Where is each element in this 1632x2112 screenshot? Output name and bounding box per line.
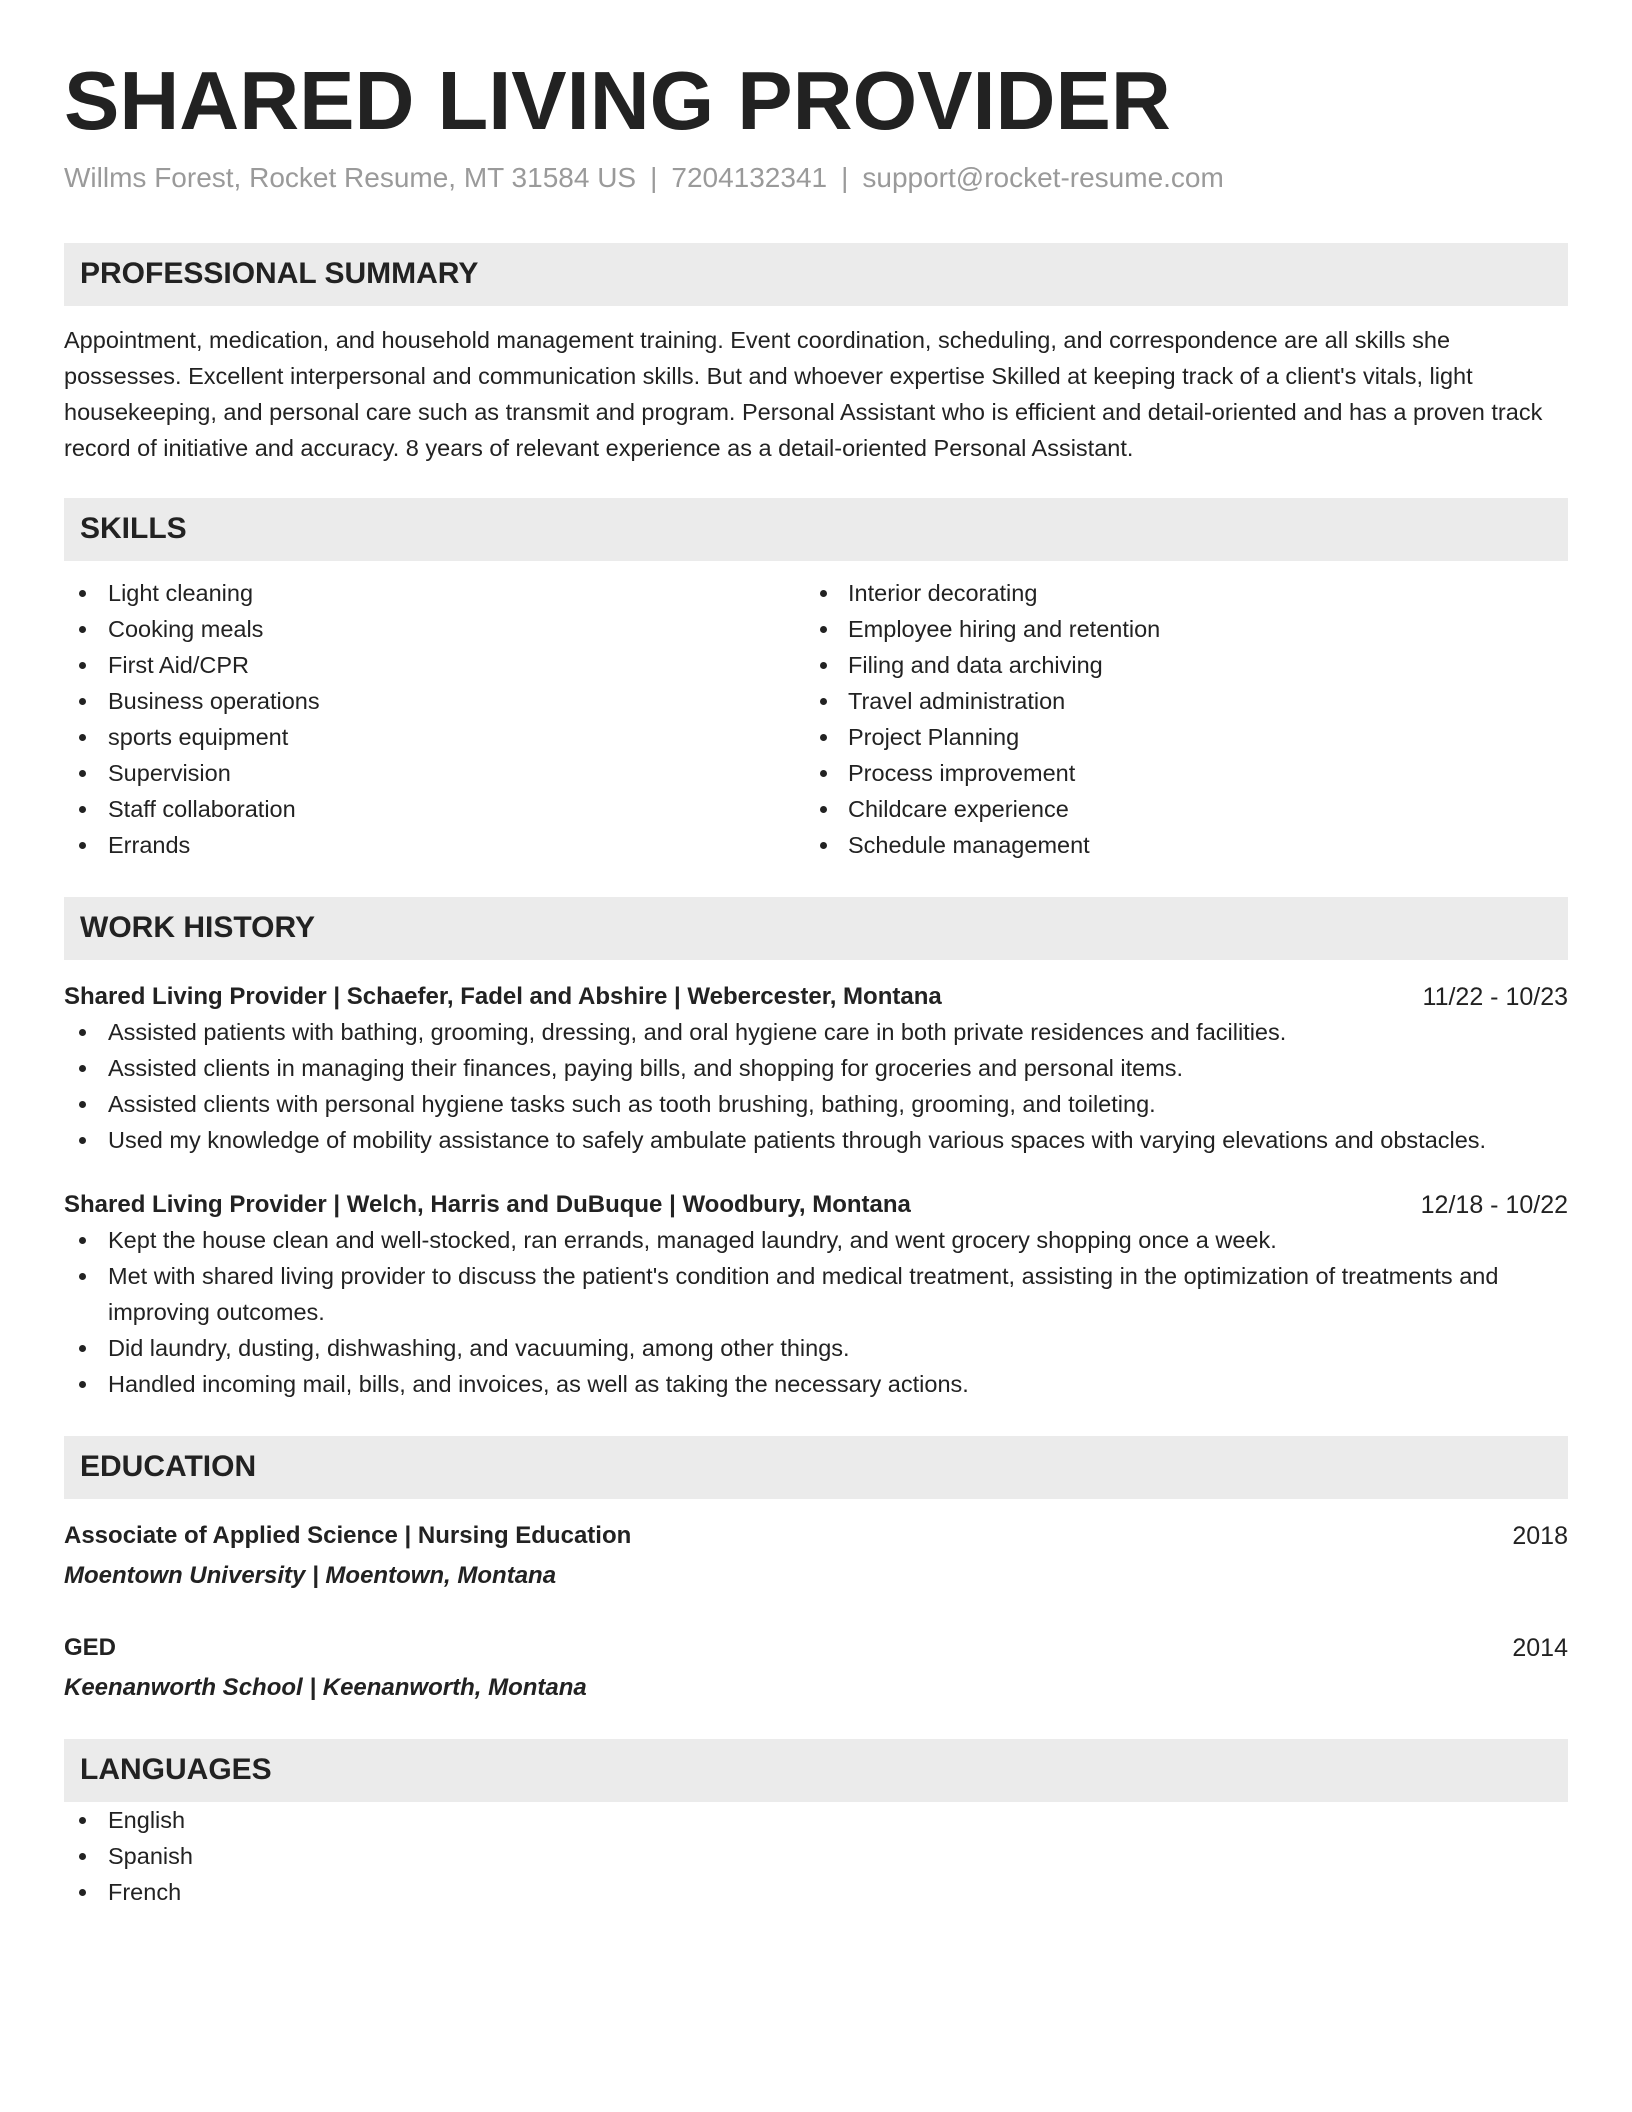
- job-bullet: Did laundry, dusting, dishwashing, and vacuuming, among other things.: [64, 1330, 1568, 1366]
- education-entry: [64, 1519, 1568, 1593]
- skill-item: Employee hiring and retention: [816, 611, 1568, 647]
- skill-item: Business operations: [64, 683, 816, 719]
- contact-separator: |: [650, 162, 658, 194]
- skill-item: Process improvement: [816, 755, 1568, 791]
- skill-item: Travel administration: [816, 683, 1568, 719]
- job-title: Shared Living Provider | Schaefer, Fadel and Abshire | Webercester, Montana: [64, 982, 942, 1010]
- language-item: French: [64, 1874, 1568, 1910]
- job-bullet: Assisted clients with personal hygiene tasks such as tooth brushing, bathing, grooming, and toileting.: [64, 1086, 1568, 1122]
- skill-item: Cooking meals: [64, 611, 816, 647]
- skill-item: First Aid/CPR: [64, 647, 816, 683]
- job-bullets: [64, 1014, 1568, 1158]
- skills-column-left: [64, 575, 816, 863]
- language-item: Spanish: [64, 1838, 1568, 1874]
- job-bullets: [64, 1222, 1568, 1402]
- job-bullet: Assisted patients with bathing, grooming, dressing, and oral hygiene care in both private residences and facilities.: [64, 1014, 1568, 1050]
- contact-separator: |: [841, 162, 849, 194]
- skill-item: Errands: [64, 827, 816, 863]
- job-dates: 11/22 - 10/23: [1422, 982, 1568, 1011]
- section-header-work-history: WORK HISTORY: [64, 897, 1568, 960]
- job-bullet: Kept the house clean and well-stocked, ran errands, managed laundry, and went grocery shopping once a week.: [64, 1222, 1568, 1258]
- education-heading-row: [64, 1519, 1568, 1553]
- skill-item: sports equipment: [64, 719, 816, 755]
- section-header-education: EDUCATION: [64, 1436, 1568, 1499]
- education-year: 2018: [1512, 1521, 1568, 1550]
- resume-name: SHARED LIVING PROVIDER: [64, 54, 1171, 147]
- job-title: Shared Living Provider | Welch, Harris and DuBuque | Woodbury, Montana: [64, 1190, 911, 1218]
- education-school: Moentown University | Moentown, Montana: [64, 1561, 557, 1589]
- job-dates: 12/18 - 10/22: [1420, 1190, 1568, 1219]
- skill-item: Staff collaboration: [64, 791, 816, 827]
- education-year: 2014: [1512, 1633, 1568, 1662]
- summary-text: Appointment, medication, and household management training. Event coordination, scheduling, and correspondence are all skills she possesses. Excellent interpersonal and communication skills. But and whoever expertise Skilled at keeping track of a client's vitals, light housekeeping, and personal care such as transmit and program. Personal Assistant who is efficient and detail-oriented and has a proven track record of initiative and accuracy. 8 years of relevant experience as a detail-oriented Personal Assistant.: [64, 326, 1543, 461]
- skill-item: Filing and data archiving: [816, 647, 1568, 683]
- skill-item: Light cleaning: [64, 575, 816, 611]
- section-header-skills: SKILLS: [64, 498, 1568, 561]
- contact-phone: 7204132341: [671, 162, 828, 194]
- job-bullet: Handled incoming mail, bills, and invoices, as well as taking the necessary actions.: [64, 1366, 1568, 1402]
- language-item: English: [64, 1802, 1568, 1838]
- job-bullet: Met with shared living provider to discuss the patient's condition and medical treatment, assisting in the optimization of treatments and improving outcomes.: [64, 1258, 1568, 1330]
- job-entry: [64, 980, 1568, 1158]
- section-header-languages: LANGUAGES: [64, 1739, 1568, 1802]
- education-degree: GED: [64, 1633, 117, 1661]
- job-bullet: Used my knowledge of mobility assistance to safely ambulate patients through various spaces with varying elevations and obstacles.: [64, 1122, 1568, 1158]
- job-heading-row: [64, 1188, 1568, 1222]
- contact-email: support@rocket-resume.com: [862, 162, 1224, 194]
- education-school: Keenanworth School | Keenanworth, Montana: [64, 1673, 587, 1701]
- contact-address: Willms Forest, Rocket Resume, MT 31584 US: [64, 162, 637, 194]
- education-degree: Associate of Applied Science | Nursing Education: [64, 1521, 632, 1549]
- skills-column-right: [816, 575, 1568, 863]
- skill-item: Project Planning: [816, 719, 1568, 755]
- skill-item: Interior decorating: [816, 575, 1568, 611]
- job-heading-row: [64, 980, 1568, 1014]
- skill-item: Childcare experience: [816, 791, 1568, 827]
- section-header-summary: PROFESSIONAL SUMMARY: [64, 243, 1568, 306]
- skill-item: Schedule management: [816, 827, 1568, 863]
- job-bullet: Assisted clients in managing their finances, paying bills, and shopping for groceries and personal items.: [64, 1050, 1568, 1086]
- contact-line: [64, 160, 1568, 196]
- job-entry: [64, 1188, 1568, 1402]
- skills-grid: [64, 575, 1568, 863]
- languages-list: [64, 1802, 1568, 1910]
- education-entry: [64, 1631, 1568, 1705]
- skill-item: Supervision: [64, 755, 816, 791]
- education-heading-row: [64, 1631, 1568, 1665]
